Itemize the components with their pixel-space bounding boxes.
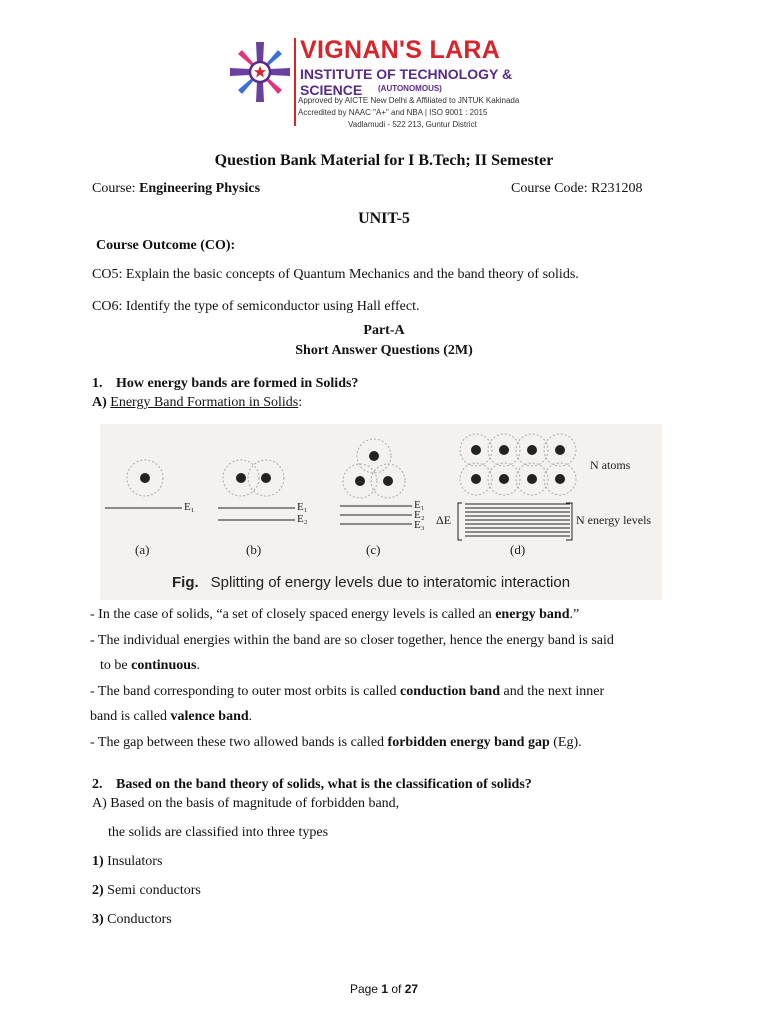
- part-subheading: Short Answer Questions (2M): [295, 343, 473, 358]
- q1-paragraph-2-cont: [100, 657, 200, 675]
- label-d: (d): [510, 542, 526, 557]
- q1-p5-bold: forbidden energy band gap: [387, 735, 550, 750]
- q1-p3-bold: conduction band: [400, 684, 500, 699]
- label-e1-c: E₁: [414, 499, 425, 511]
- co-heading: Course Outcome (CO):: [96, 238, 236, 253]
- label-e2-b: E₂: [297, 513, 308, 525]
- q1-p2-bold: continuous: [131, 658, 197, 673]
- q2-answer-line: A) Based on the basis of magnitude of forbidden band,: [92, 796, 400, 811]
- q2-heading: [92, 777, 532, 793]
- q1-answer-prefix: A): [92, 395, 111, 410]
- co5-text: CO5: Explain the basic concepts of Quantum Mechanics and the band theory of solids.: [92, 267, 579, 282]
- page-title: Question Bank Material for I B.Tech; II Semester: [214, 152, 554, 169]
- q1-p5-text: - The gap between these two allowed bands is called: [90, 735, 388, 750]
- q1-paragraph-4: [90, 708, 252, 726]
- q2-number: 2.: [92, 777, 103, 792]
- institute-emblem-icon: [228, 40, 292, 104]
- q1-answer-heading: Energy Band Formation in Solids: [110, 395, 299, 410]
- page-number: [0, 982, 768, 996]
- label-n-atoms: N atoms: [590, 458, 631, 472]
- list-item-text: Semi conductors: [103, 883, 201, 898]
- label-e2-c: E₂: [414, 509, 425, 521]
- accreditation-line: Accredited by NAAC "A+" and NBA | ISO 9001 : 2015: [298, 108, 488, 117]
- list-item-number: 2): [92, 883, 104, 898]
- energy-level-diagram: [100, 424, 662, 574]
- label-a: (a): [135, 542, 150, 557]
- q1-paragraph-5: [90, 734, 582, 752]
- q1-number: 1.: [92, 376, 103, 391]
- institute-name: VIGNAN'S LARA: [300, 36, 501, 64]
- address-line: Vadlamudi - 522 213, Guntur District: [348, 120, 477, 129]
- q1-p4-text: band is called: [90, 709, 171, 724]
- energy-level-figure: [100, 424, 662, 600]
- list-item: [92, 912, 172, 928]
- institute-logo: [228, 36, 548, 136]
- approval-line: Approved by AICTE New Delhi & Affiliated to JNTUK Kakinada: [298, 96, 520, 105]
- unit-heading: UNIT-5: [358, 210, 410, 227]
- list-item-number: 1): [92, 854, 104, 869]
- q1-paragraph-2: - The individual energies within the band are so closer together, hence the energy band is said: [90, 633, 614, 648]
- label-b: (b): [246, 542, 262, 557]
- list-item: [92, 854, 162, 870]
- figure-caption: [172, 574, 570, 591]
- list-item-text: Insulators: [103, 854, 163, 869]
- figure-caption-label: Fig.: [172, 574, 199, 591]
- q1-p1-bold: energy band: [495, 607, 570, 622]
- course-label: Course:: [92, 181, 140, 196]
- label-e1-b: E₁: [297, 501, 308, 513]
- q1-p2-end: .: [196, 658, 200, 673]
- co6-text: CO6: Identify the type of semiconductor using Hall effect.: [92, 299, 420, 314]
- list-item-text: Conductors: [103, 912, 172, 927]
- q1-p4-end: .: [248, 709, 253, 724]
- page-current: 1: [381, 982, 388, 996]
- page-word: Page: [349, 982, 382, 996]
- course-code: Course Code: R231208: [511, 181, 643, 196]
- q1-answer-title: [92, 395, 302, 411]
- page-of: of: [388, 982, 405, 996]
- page-total: 27: [404, 982, 419, 996]
- label-e3-c: E₃: [414, 519, 425, 531]
- q1-paragraph-1: [90, 606, 579, 624]
- logo-divider: [294, 38, 296, 126]
- label-n-levels: N energy levels: [576, 513, 652, 527]
- q1-p1-text: - In the case of solids, “a set of closely spaced energy levels is called an: [90, 607, 496, 622]
- label-c: (c): [366, 542, 381, 557]
- course-name: Engineering Physics: [139, 181, 261, 196]
- q1-paragraph-3: [90, 683, 604, 701]
- label-delta-e: ΔE: [436, 513, 452, 527]
- institute-subtitle: INSTITUTE OF TECHNOLOGY & SCIENCE: [300, 66, 513, 98]
- list-item: [92, 883, 201, 899]
- q1-answer-colon: :: [298, 395, 303, 410]
- q2-answer-line-2: the solids are classified into three types: [108, 825, 329, 840]
- label-e1-a: E₁: [184, 501, 195, 513]
- figure-caption-text: Splitting of energy levels due to interatomic interaction: [210, 574, 571, 591]
- q1-p2-text: to be: [100, 658, 132, 673]
- part-heading: Part-A: [363, 323, 405, 338]
- course-info: [92, 181, 260, 197]
- q1-p5-end: (Eg).: [549, 735, 582, 750]
- q1-p3-end: and the next inner: [500, 684, 605, 699]
- q1-p1-end: .”: [569, 607, 580, 622]
- q1-question: How energy bands are formed in Solids?: [116, 376, 359, 391]
- autonomous-label: (AUTONOMOUS): [378, 84, 442, 93]
- q2-question: Based on the band theory of solids, what is the classification of solids?: [116, 777, 532, 792]
- q1-p4-bold: valence band: [170, 709, 249, 724]
- list-item-number: 3): [92, 912, 104, 927]
- q1-heading: [92, 376, 358, 392]
- q1-p3-text: - The band corresponding to outer most orbits is called: [90, 684, 401, 699]
